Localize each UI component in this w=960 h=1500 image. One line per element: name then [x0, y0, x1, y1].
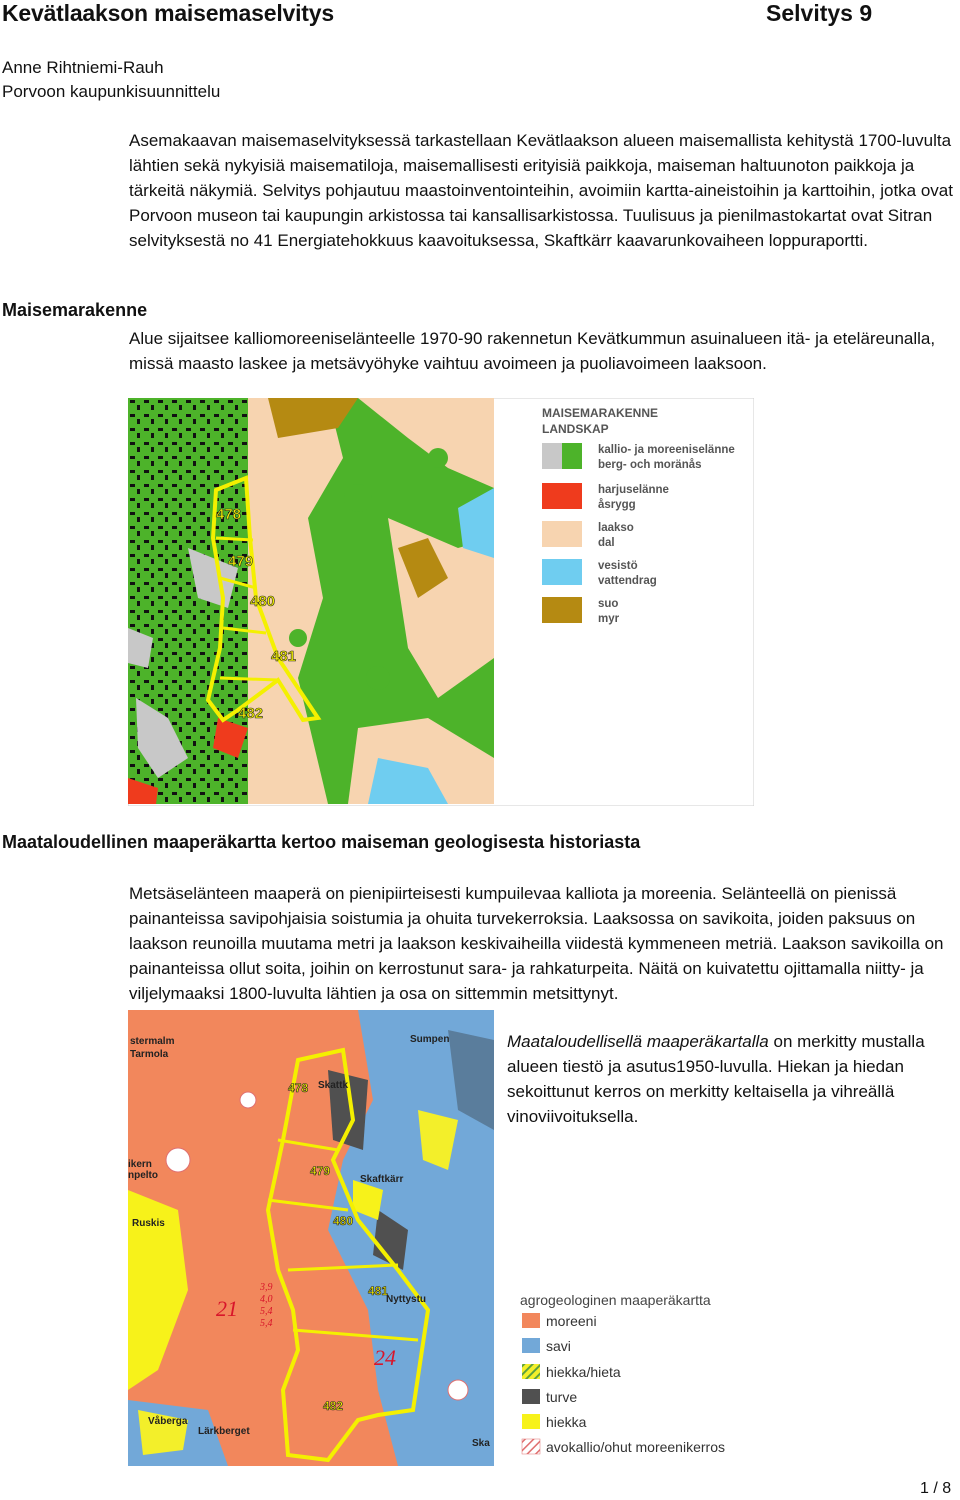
document-reference: Selvitys 9: [766, 0, 873, 26]
soil-map-legend: [516, 1286, 776, 1462]
plot-label-479: 479: [228, 553, 254, 570]
author-block: [2, 56, 220, 104]
legend-label-avokallio: avokallio/ohut moreenikerros: [546, 1439, 725, 1455]
legend-label-vesisto: vesistö: [598, 560, 638, 572]
legend-label-turve: turve: [546, 1389, 578, 1405]
place-name: stermalm: [130, 1036, 175, 1047]
soil-plot-label-478: 478: [288, 1081, 309, 1095]
legend-swatch-water: [542, 559, 582, 585]
legend-label-kallio: kallio- ja moreeniselänne: [598, 444, 735, 456]
intro-paragraph: Asemakaavan maisemaselvityksessä tarkastellaan Kevätlaakson alueen maisemallista kehitystä 1700-luvulta lähtien sekä nykyisiä maisematiloja, maisemallisesti erityisiä paikkoja, maiseman haltuunoton paikkoja ja tärkeitä näkymiä. Selvitys pohjautuu maastoinventointeihin, avoimiin kartta-aineistoihin ja karttoihin, jotka ovat Porvoon museon tai kaupungin arkistossa tai kansallisarkistossa. Tuulisuus ja pienilmastokartat ovat Sitran selvityksestä no 41 Energiatehokkuus kaavoituksessa, Skaftkärr kaavarunkovaiheen loppuraportti.: [129, 131, 953, 250]
soil-map: [128, 1010, 494, 1466]
legend-label-suo: suo: [598, 598, 619, 610]
place-name: Ruskis: [132, 1218, 165, 1229]
plot-label-482: 482: [238, 705, 264, 722]
place-name: Lärkberget: [198, 1426, 250, 1437]
plot-label-480: 480: [250, 593, 276, 610]
legend-label-vattendrag: vattendrag: [598, 575, 657, 587]
landscape-structure-map: [128, 398, 754, 806]
soil-plot-label-482: 482: [323, 1399, 344, 1413]
place-name: Ska: [472, 1438, 490, 1449]
legend-swatch-bog: [542, 597, 582, 623]
document-title: Kevätlaakson maisemaselvitys: [2, 0, 334, 26]
soil-number: 5,4: [260, 1306, 273, 1317]
soil-map-caption: [507, 1029, 953, 1129]
legend-swatch-rock-green: [562, 443, 582, 469]
place-name: Nyttystu: [386, 1294, 427, 1305]
soil-plot-label-480: 480: [333, 1214, 354, 1228]
legend-title-sv: LANDSKAP: [542, 422, 609, 436]
place-name: Skattk: [318, 1080, 349, 1091]
legend-swatch-hiekka-hieta: [522, 1364, 540, 1379]
soil-number: 5,4: [260, 1318, 273, 1329]
soil-plot-label-479: 479: [310, 1164, 331, 1178]
map-image-soil: [128, 1010, 494, 1466]
legend-swatch-esker: [542, 483, 582, 509]
legend-label-berg: berg- och moränås: [598, 459, 702, 471]
map-image-landscape: [128, 398, 494, 804]
legend-label-savi: savi: [546, 1338, 571, 1354]
place-name: Våberga: [148, 1416, 188, 1427]
legend-swatch-rock-grey: [542, 443, 562, 469]
legend-title-fi: MAISEMARAKENNE: [542, 406, 659, 420]
place-name: npelto: [128, 1170, 158, 1181]
place-name: ikern: [128, 1159, 152, 1170]
place-name: Tarmola: [130, 1049, 169, 1060]
caption-italic: Maataloudellisellä maaperäkartalla: [507, 1032, 769, 1051]
legend-swatch-hiekka: [522, 1414, 540, 1429]
section-paragraph-soil: Metsäselänteen maaperä on pienipiirteisesti kumpuilevaa kalliota ja moreenia. Selänteellä on pienissä painanteissa savipohjaisia soistumia ja ohuita turvekerroksia. Laaksossa on savikoita, joiden paksuus on laakson reunoilla muutama metri ja laakson keskivaiheilla viidestä kymmeneen metriä. Laakson savikoilla on painanteissa ollut soita, joihin on kerrostunut sara- ja rahkaturpeita. Näitä on kuivatettu ojittamalla niitty- ja viljelymaaksi 1800-luvulta lähtien ja osa on sittemmin metsittynyt.: [129, 884, 944, 1003]
legend-label-hiekka-hieta: hiekka/hieta: [546, 1364, 621, 1380]
place-name: Skaftkärr: [360, 1174, 404, 1185]
legend-label-laakso: laakso: [598, 522, 634, 534]
legend-swatch-turve: [522, 1389, 540, 1404]
soil-number: 4,0: [260, 1294, 273, 1305]
author-organization: Porvoon kaupunkisuunnittelu: [2, 82, 221, 101]
legend-label-myr: myr: [598, 613, 620, 625]
place-name: Sumpen: [410, 1034, 450, 1045]
soil-number: 24: [374, 1345, 396, 1370]
legend-swatch-moreeni: [522, 1313, 540, 1328]
legend-label-asrygg: åsrygg: [598, 499, 636, 511]
legend-label-hiekka: hiekka: [546, 1414, 587, 1430]
author-name: Anne Rihtniemi-Rauh: [2, 58, 164, 77]
section-heading-maisemarakenne: Maisemarakenne: [2, 300, 148, 320]
soil-plot-label-481: 481: [368, 1284, 389, 1298]
section-paragraph-maisemarakenne: Alue sijaitsee kalliomoreeniselänteelle 1970-90 rakennetun Kevätkummun asuinalueen itä- ja eteläreunalla, missä maasto laskee ja metsävyöhyke vaihtuu avoimeen ja puoliavoimeen laaksoon.: [129, 329, 936, 373]
legend-swatch-savi: [522, 1338, 540, 1353]
legend-swatch-avokallio: [522, 1439, 540, 1454]
section-heading-soil-map: Maataloudellinen maaperäkartta kertoo maiseman geologisesta historiasta: [2, 832, 641, 852]
page-number: 1 / 8: [920, 1480, 952, 1497]
soil-legend-title: agrogeologinen maaperäkartta: [520, 1292, 711, 1308]
legend-label-harjuselanne: harjuselänne: [598, 484, 669, 496]
soil-number: 3,9: [260, 1282, 273, 1293]
caption-text: on merkitty mustalla alueen tiestö ja asutus1950-luvulla. Hiekan ja hiedan sekoittunut kerros on merkitty keltaisella ja vihreällä vinoviivoituksella.: [507, 1032, 925, 1126]
soil-number: 21: [216, 1296, 238, 1321]
plot-label-481: 481: [271, 648, 297, 665]
legend-swatch-valley: [542, 521, 582, 547]
legend-label-moreeni: moreeni: [546, 1313, 597, 1329]
plot-label-478: 478: [216, 506, 242, 523]
legend-label-dal: dal: [598, 537, 615, 549]
